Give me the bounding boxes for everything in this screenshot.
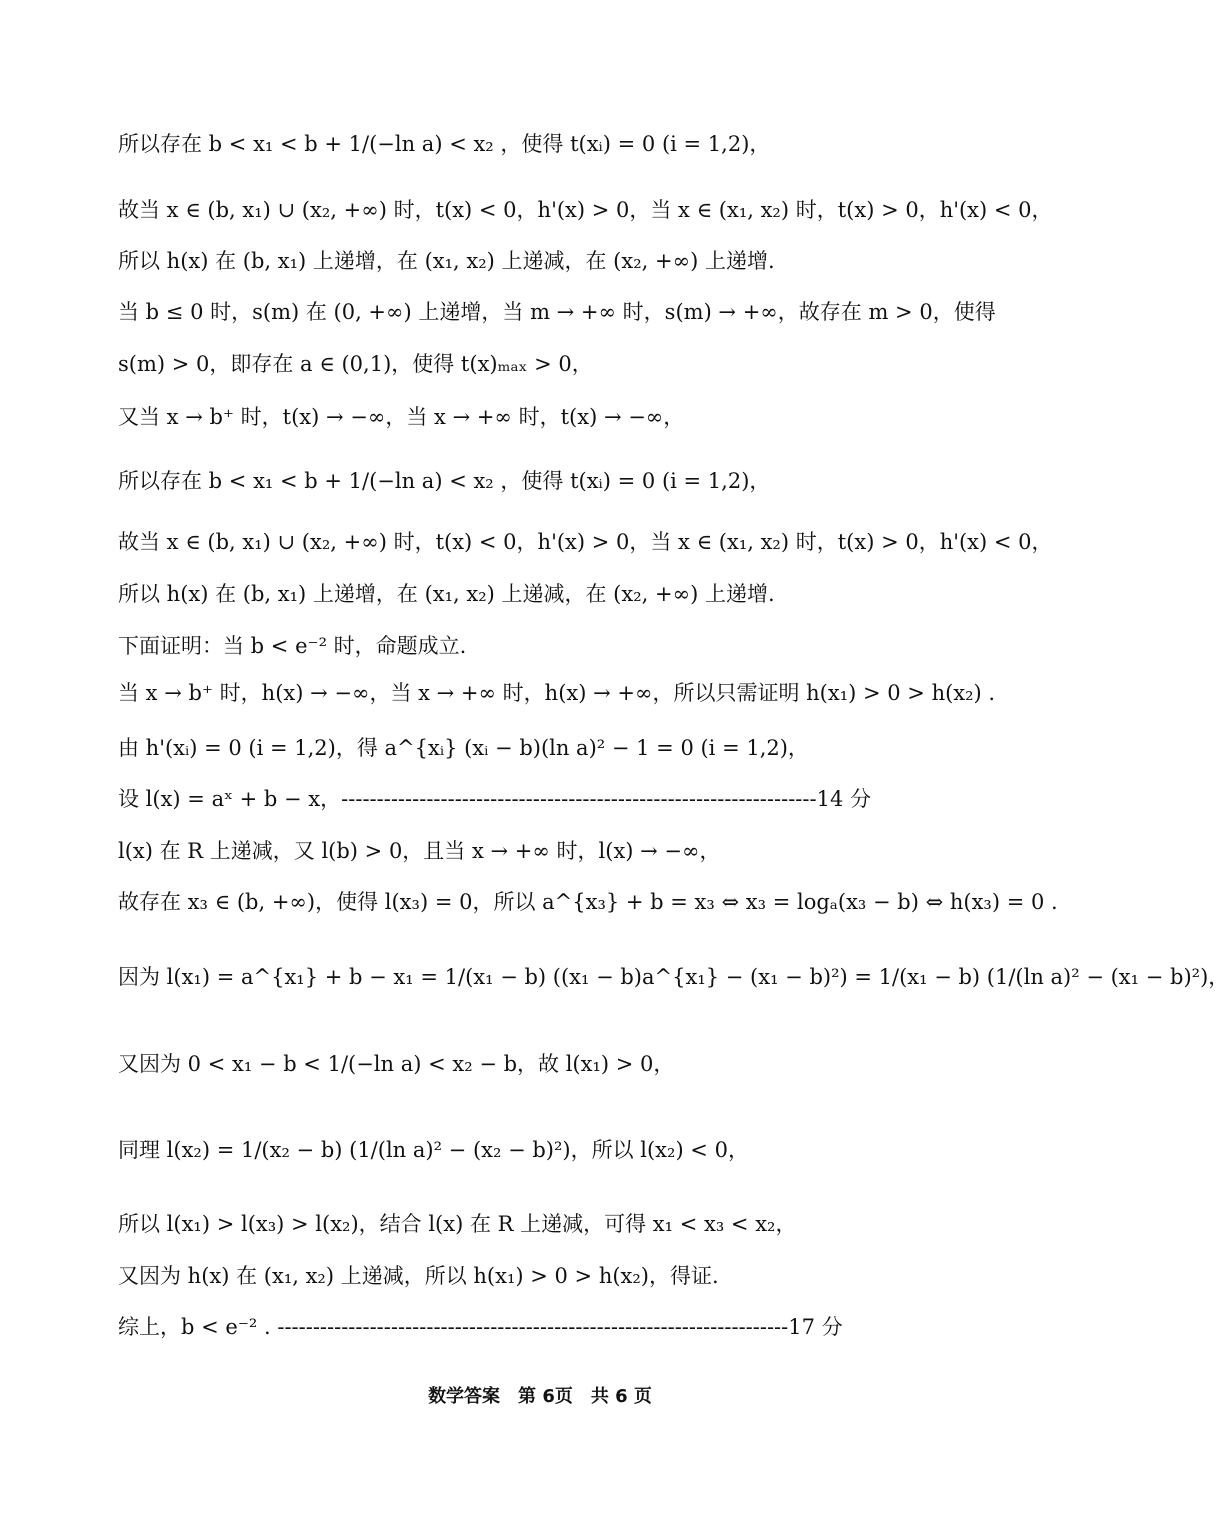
page-footer: 数学答案 第 6页 共 6 页: [428, 1386, 652, 1407]
text-line-3: 所以 h(x) 在 (b, x₁) 上递增，在 (x₁, x₂) 上递减，在 (x₂, +∞) 上递增.: [118, 249, 775, 273]
text-line-20: 又因为 h(x) 在 (x₁, x₂) 上递减，所以 h(x₁) > 0 > h(x₂)，得证.: [118, 1264, 719, 1288]
text-line-4: 当 b ≤ 0 时，s(m) 在 (0, +∞) 上递增，当 m → +∞ 时，s(m) → +∞，故存在 m > 0，使得: [118, 300, 996, 324]
text-line-17: 又因为 0 < x₁ − b < 1/(−ln a) < x₂ − b，故 l(x₁) > 0，: [118, 1052, 675, 1076]
text-line-13: 设 l(x) = aˣ + b − x，-------------------------------------------------------------------14 分: [118, 787, 871, 811]
text-line-12: 由 h'(xᵢ) = 0 (i = 1,2)，得 a^{xᵢ} (xᵢ − b)(ln a)² − 1 = 0 (i = 1,2)，: [118, 736, 809, 760]
text-line-10: 下面证明：当 b < e⁻² 时，命题成立.: [118, 634, 467, 658]
text-line-8: 故当 x ∈ (b, x₁) ∪ (x₂, +∞) 时，t(x) < 0，h'(x) > 0，当 x ∈ (x₁, x₂) 时，t(x) > 0，h'(x) < 0，: [118, 530, 1053, 554]
text-line-5: s(m) > 0，即存在 a ∈ (0,1)，使得 t(x)ₘₐₓ > 0，: [118, 352, 593, 376]
text-line-2: 故当 x ∈ (b, x₁) ∪ (x₂, +∞) 时，t(x) < 0，h'(x) > 0，当 x ∈ (x₁, x₂) 时，t(x) > 0，h'(x) < 0，: [118, 198, 1053, 222]
text-line-19: 所以 l(x₁) > l(x₃) > l(x₂)，结合 l(x) 在 R 上递减，可得 x₁ < x₃ < x₂，: [118, 1212, 797, 1236]
text-line-11: 当 x → b⁺ 时，h(x) → −∞，当 x → +∞ 时，h(x) → +∞，所以只需证明 h(x₁) > 0 > h(x₂) .: [118, 681, 996, 705]
text-line-14: l(x) 在 R 上递减，又 l(b) > 0，且当 x → +∞ 时，l(x) → −∞，: [118, 839, 721, 863]
text-line-7: 所以存在 b < x₁ < b + 1/(−ln a) < x₂ ，使得 t(xᵢ) = 0 (i = 1,2)，: [118, 469, 771, 493]
text-line-18: 同理 l(x₂) = 1/(x₂ − b) (1/(ln a)² − (x₂ − b)²)，所以 l(x₂) < 0，: [118, 1138, 749, 1162]
text-line-21: 综上，b < e⁻² . ------------------------------------------------------------------------17 分: [118, 1315, 843, 1339]
text-line-16: 因为 l(x₁) = a^{x₁} + b − x₁ = 1/(x₁ − b) ((x₁ − b)a^{x₁} − (x₁ − b)²) = 1/(x₁ − b) (1/(ln a)² − (x₁ − b)²)，: [118, 965, 1229, 989]
text-line-9: 所以 h(x) 在 (b, x₁) 上递增，在 (x₁, x₂) 上递减，在 (x₂, +∞) 上递增.: [118, 582, 775, 606]
text-line-6: 又当 x → b⁺ 时，t(x) → −∞，当 x → +∞ 时，t(x) → −∞，: [118, 405, 685, 429]
text-line-15: 故存在 x₃ ∈ (b, +∞)，使得 l(x₃) = 0，所以 a^{x₃} + b = x₃ ⇔ x₃ = logₐ(x₃ − b) ⇔ h(x₃) = 0 .: [118, 890, 1058, 914]
text-line-1: 所以存在 b < x₁ < b + 1/(−ln a) < x₂ ，使得 t(xᵢ) = 0 (i = 1,2)，: [118, 132, 771, 156]
